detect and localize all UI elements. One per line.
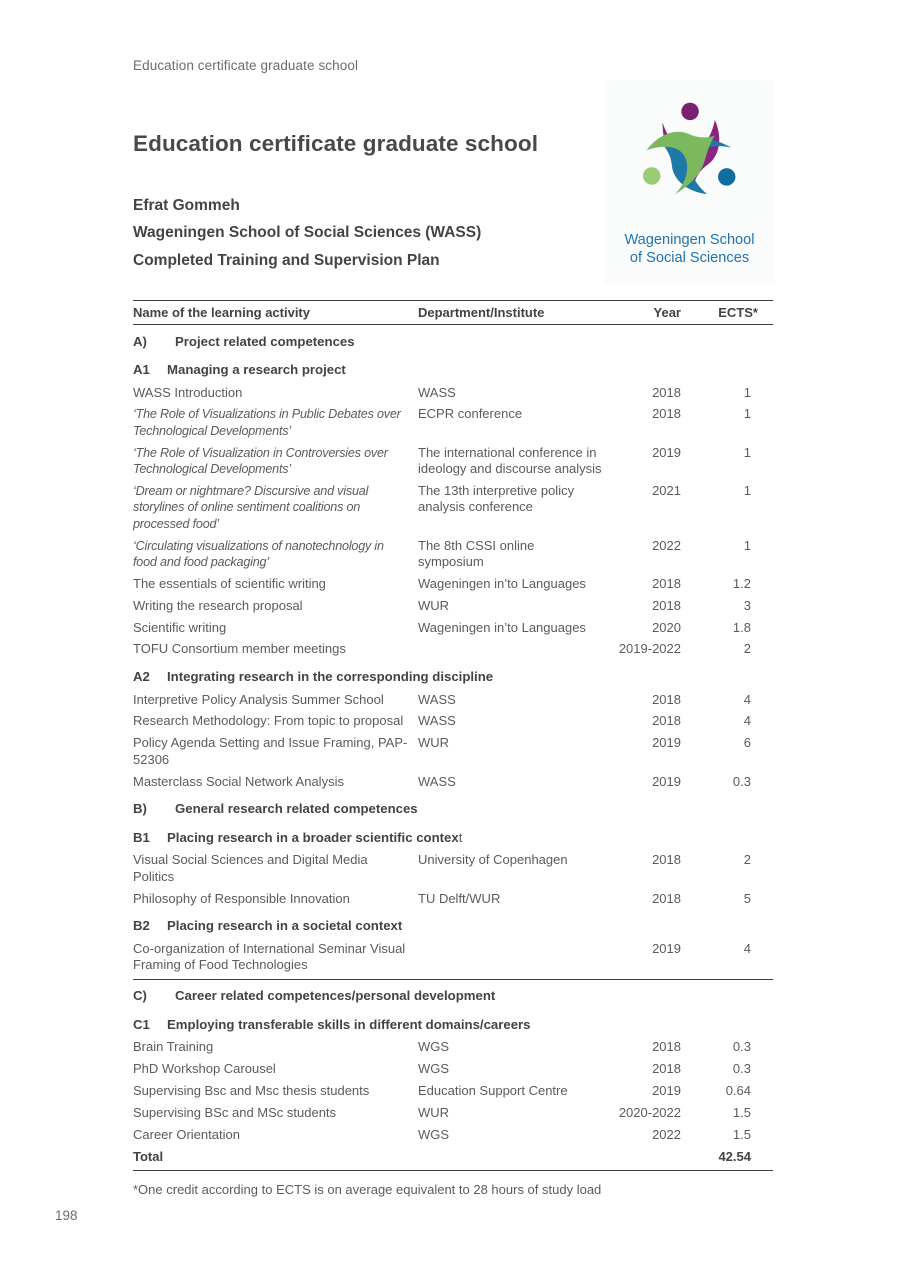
table-row	[133, 733, 773, 771]
total-label: Total	[133, 1148, 164, 1164]
section-title: Placing research in a broader scientific contex	[167, 829, 459, 845]
activity-cell: The essentials of scientific writing	[133, 575, 326, 591]
table-row	[133, 938, 773, 979]
section-label: A)	[133, 333, 147, 349]
ects-cell: 0.3	[732, 1039, 751, 1055]
activity-cell: WASS Introduction	[133, 384, 243, 400]
section-cell	[133, 661, 773, 690]
table-row	[133, 382, 773, 404]
dept-cell: The international conference in ideology and discourse analysis	[418, 444, 602, 477]
year-cell: 2018	[652, 597, 681, 613]
activity-cell: Writing the research proposal	[133, 597, 303, 613]
activity-cell: Interpretive Policy Analysis Summer School	[133, 691, 384, 707]
year-cell: 2019	[652, 444, 681, 460]
ects-footnote: *One credit according to ECTS is on average equivalent to 28 hours of study load	[133, 1182, 602, 1198]
year-cell: 2018	[652, 575, 681, 591]
ects-cell: 3	[743, 597, 751, 613]
wass-logo-graphic	[614, 82, 765, 232]
year-cell: 2019-2022	[618, 641, 681, 657]
ects-cell: 1.8	[732, 619, 751, 635]
ects-cell: 1	[743, 384, 751, 400]
ects-cell: 1.5	[732, 1126, 751, 1142]
col-header-ects: ECTS*	[685, 301, 773, 325]
section-title: Project related competences	[175, 333, 355, 349]
section-label: A1	[133, 362, 150, 377]
year-cell: 2020	[652, 619, 681, 635]
activity-cell: ‘The Role of Visualization in Controversies over Technological Developments’	[133, 445, 388, 477]
ects-cell: 2	[743, 852, 751, 868]
activity-cell: ‘Dream or nightmare? Discursive and visual storylines of online sentiment coalitions on processed food’	[133, 483, 369, 531]
section-cell	[133, 821, 773, 850]
dept-cell: WUR	[418, 1104, 450, 1120]
activity-cell: Supervising Bsc and Msc thesis students	[133, 1083, 370, 1099]
year-cell: 2018	[652, 852, 681, 868]
activity-cell: Philosophy of Responsible Innovation	[133, 890, 350, 906]
dept-cell: Education Support Centre	[418, 1083, 568, 1099]
activity-cell: Co-organization of International Seminar Visual Framing of Food Technologies	[133, 938, 418, 979]
activity-cell: Career Orientation	[133, 1126, 240, 1142]
table-row	[133, 1059, 773, 1081]
col-header-activity: Name of the learning activity	[133, 301, 418, 325]
section-title: Placing research in a societal context	[167, 918, 403, 934]
table-row	[133, 850, 773, 888]
year-cell: 2018	[652, 384, 681, 400]
year-cell: 2018	[652, 691, 681, 707]
table-row	[133, 617, 773, 639]
total-value: 42.54	[718, 1148, 751, 1164]
year-cell: 2019	[610, 938, 685, 979]
table-row	[133, 888, 773, 910]
wass-logo-text-line2: of Social Sciences	[629, 249, 750, 266]
table-row	[133, 1124, 773, 1146]
section-title: Managing a research project	[167, 362, 346, 377]
year-cell: 2018	[652, 713, 681, 729]
table-row	[133, 1081, 773, 1103]
ects-cell: 1.2	[732, 575, 751, 591]
dept-cell: WASS	[418, 691, 456, 707]
section-title: General research related competences	[175, 801, 418, 817]
activity-cell: Brain Training	[133, 1039, 214, 1055]
table-row	[133, 661, 773, 690]
year-cell: 2018	[652, 1039, 681, 1055]
activity-cell: Supervising BSc and MSc students	[133, 1104, 337, 1120]
ects-cell: 0.3	[732, 1061, 751, 1077]
year-cell: 2021	[652, 482, 681, 498]
table-row	[133, 1037, 773, 1059]
dept-cell: Wageningen in’to Languages	[418, 575, 586, 591]
year-cell: 2018	[652, 406, 681, 422]
table-row	[133, 1102, 773, 1124]
activity-cell: Policy Agenda Setting and Issue Framing, PAP-52306	[133, 735, 408, 767]
section-label: C1	[133, 1016, 150, 1032]
ects-cell: 4	[685, 938, 773, 979]
table-row	[133, 979, 773, 1008]
table-row	[133, 771, 773, 793]
table-row	[133, 595, 773, 617]
table-row	[133, 442, 773, 480]
ects-cell: 1	[743, 482, 751, 498]
section-label: B1	[133, 829, 150, 845]
activity-cell: TOFU Consortium member meetings	[133, 641, 346, 657]
ects-cell: 4	[743, 691, 751, 707]
dept-cell	[418, 938, 610, 979]
section-cell	[133, 979, 773, 1008]
dept-cell: The 8th CSSI online symposium	[418, 537, 535, 570]
ects-cell: 5	[743, 890, 751, 906]
section-label: A2	[133, 669, 150, 685]
activity-cell: PhD Workshop Carousel	[133, 1061, 276, 1077]
table-row	[133, 910, 773, 939]
year-cell: 2019	[652, 735, 681, 751]
section-cell	[133, 325, 773, 354]
dept-cell: ECPR conference	[418, 406, 523, 422]
ects-cell: 1.5	[732, 1104, 751, 1120]
table-row	[133, 535, 773, 573]
year-cell	[610, 1146, 685, 1171]
section-title: Employing transferable skills in different domains/careers	[167, 1016, 531, 1032]
dept-cell: The 13th interpretive policy analysis conference	[418, 482, 575, 515]
ects-cell: 1	[743, 444, 751, 460]
section-cell	[133, 910, 773, 939]
page-number: 198	[55, 1208, 78, 1223]
activity-cell: ‘Circulating visualizations of nanotechnology in food and food packaging’	[133, 538, 384, 570]
table-row	[133, 404, 773, 442]
section-cell	[133, 793, 773, 822]
table-row	[133, 821, 773, 850]
dept-cell: Wageningen in’to Languages	[418, 619, 586, 635]
activity-cell: Scientific writing	[133, 619, 227, 635]
section-label: B)	[133, 801, 147, 817]
section-title: Integrating research in the corresponding discipline	[167, 669, 494, 685]
year-cell: 2019	[652, 773, 681, 789]
dept-cell: WUR	[418, 735, 450, 751]
table-row	[133, 354, 773, 383]
dept-cell: University of Copenhagen	[418, 852, 568, 868]
section-title: Career related competences/personal development	[175, 988, 496, 1004]
year-cell: 2022	[652, 537, 681, 553]
dept-cell: WUR	[418, 597, 450, 613]
table-row	[133, 639, 773, 661]
ects-cell: 0.64	[725, 1083, 751, 1099]
ects-cell: 2	[743, 641, 751, 657]
graduate-school-name: Wageningen School of Social Sciences (WASS)	[133, 224, 482, 242]
activity-cell: Masterclass Social Network Analysis	[133, 773, 344, 789]
ects-cell: 0.3	[732, 773, 751, 789]
section-cell	[133, 1008, 773, 1037]
page-title: Education certificate graduate school	[133, 131, 539, 156]
ects-cell: 6	[743, 735, 751, 751]
table-header-row	[133, 301, 773, 325]
dept-cell: WGS	[418, 1061, 450, 1077]
dept-cell	[418, 1146, 610, 1171]
dept-cell	[418, 639, 610, 661]
dept-cell: WASS	[418, 713, 456, 729]
section-title-tail: t	[458, 829, 463, 845]
year-cell: 2022	[652, 1126, 681, 1142]
col-header-department: Department/Institute	[418, 301, 610, 325]
dept-cell: TU Delft/WUR	[418, 890, 501, 906]
training-plan	[133, 300, 773, 1197]
dept-cell: WGS	[418, 1039, 450, 1055]
dept-cell: WASS	[418, 773, 456, 789]
dept-cell: WASS	[418, 384, 456, 400]
activity-cell: Visual Social Sciences and Digital Media Politics	[133, 852, 368, 884]
ects-cell: 4	[743, 713, 751, 729]
activity-cell: ‘The Role of Visualizations in Public Debates over Technological Developments’	[133, 407, 401, 438]
dept-cell: WGS	[418, 1126, 450, 1142]
section-label: B2	[133, 918, 150, 934]
wass-logo	[604, 80, 775, 283]
year-cell: 2019	[652, 1083, 681, 1099]
wass-logo-text	[604, 232, 775, 267]
ects-cell: 1	[743, 537, 751, 553]
table-row	[133, 689, 773, 711]
section-cell	[133, 354, 773, 383]
table-body	[133, 325, 773, 1171]
table-row	[133, 325, 773, 354]
table-row	[133, 793, 773, 822]
activity-cell: Research Methodology: From topic to proposal	[133, 713, 404, 729]
year-cell: 2020-2022	[618, 1104, 681, 1120]
author-block	[133, 192, 481, 274]
wass-logo-text-line1: Wageningen School	[624, 232, 755, 248]
table-row	[133, 480, 773, 535]
year-cell: 2018	[652, 1061, 681, 1077]
table-row	[133, 711, 773, 733]
table-row	[133, 1146, 773, 1171]
ects-cell: 1	[743, 406, 751, 422]
table-row	[133, 573, 773, 595]
author-name: Efrat Gommeh	[133, 197, 240, 214]
section-label: C)	[133, 988, 147, 1004]
year-cell: 2018	[652, 890, 681, 906]
table-row	[133, 1008, 773, 1037]
plan-title: Completed Training and Supervision Plan	[133, 251, 440, 269]
col-header-year: Year	[610, 301, 685, 325]
training-plan-table	[133, 300, 773, 1171]
running-header: Education certificate graduate school	[133, 58, 359, 73]
